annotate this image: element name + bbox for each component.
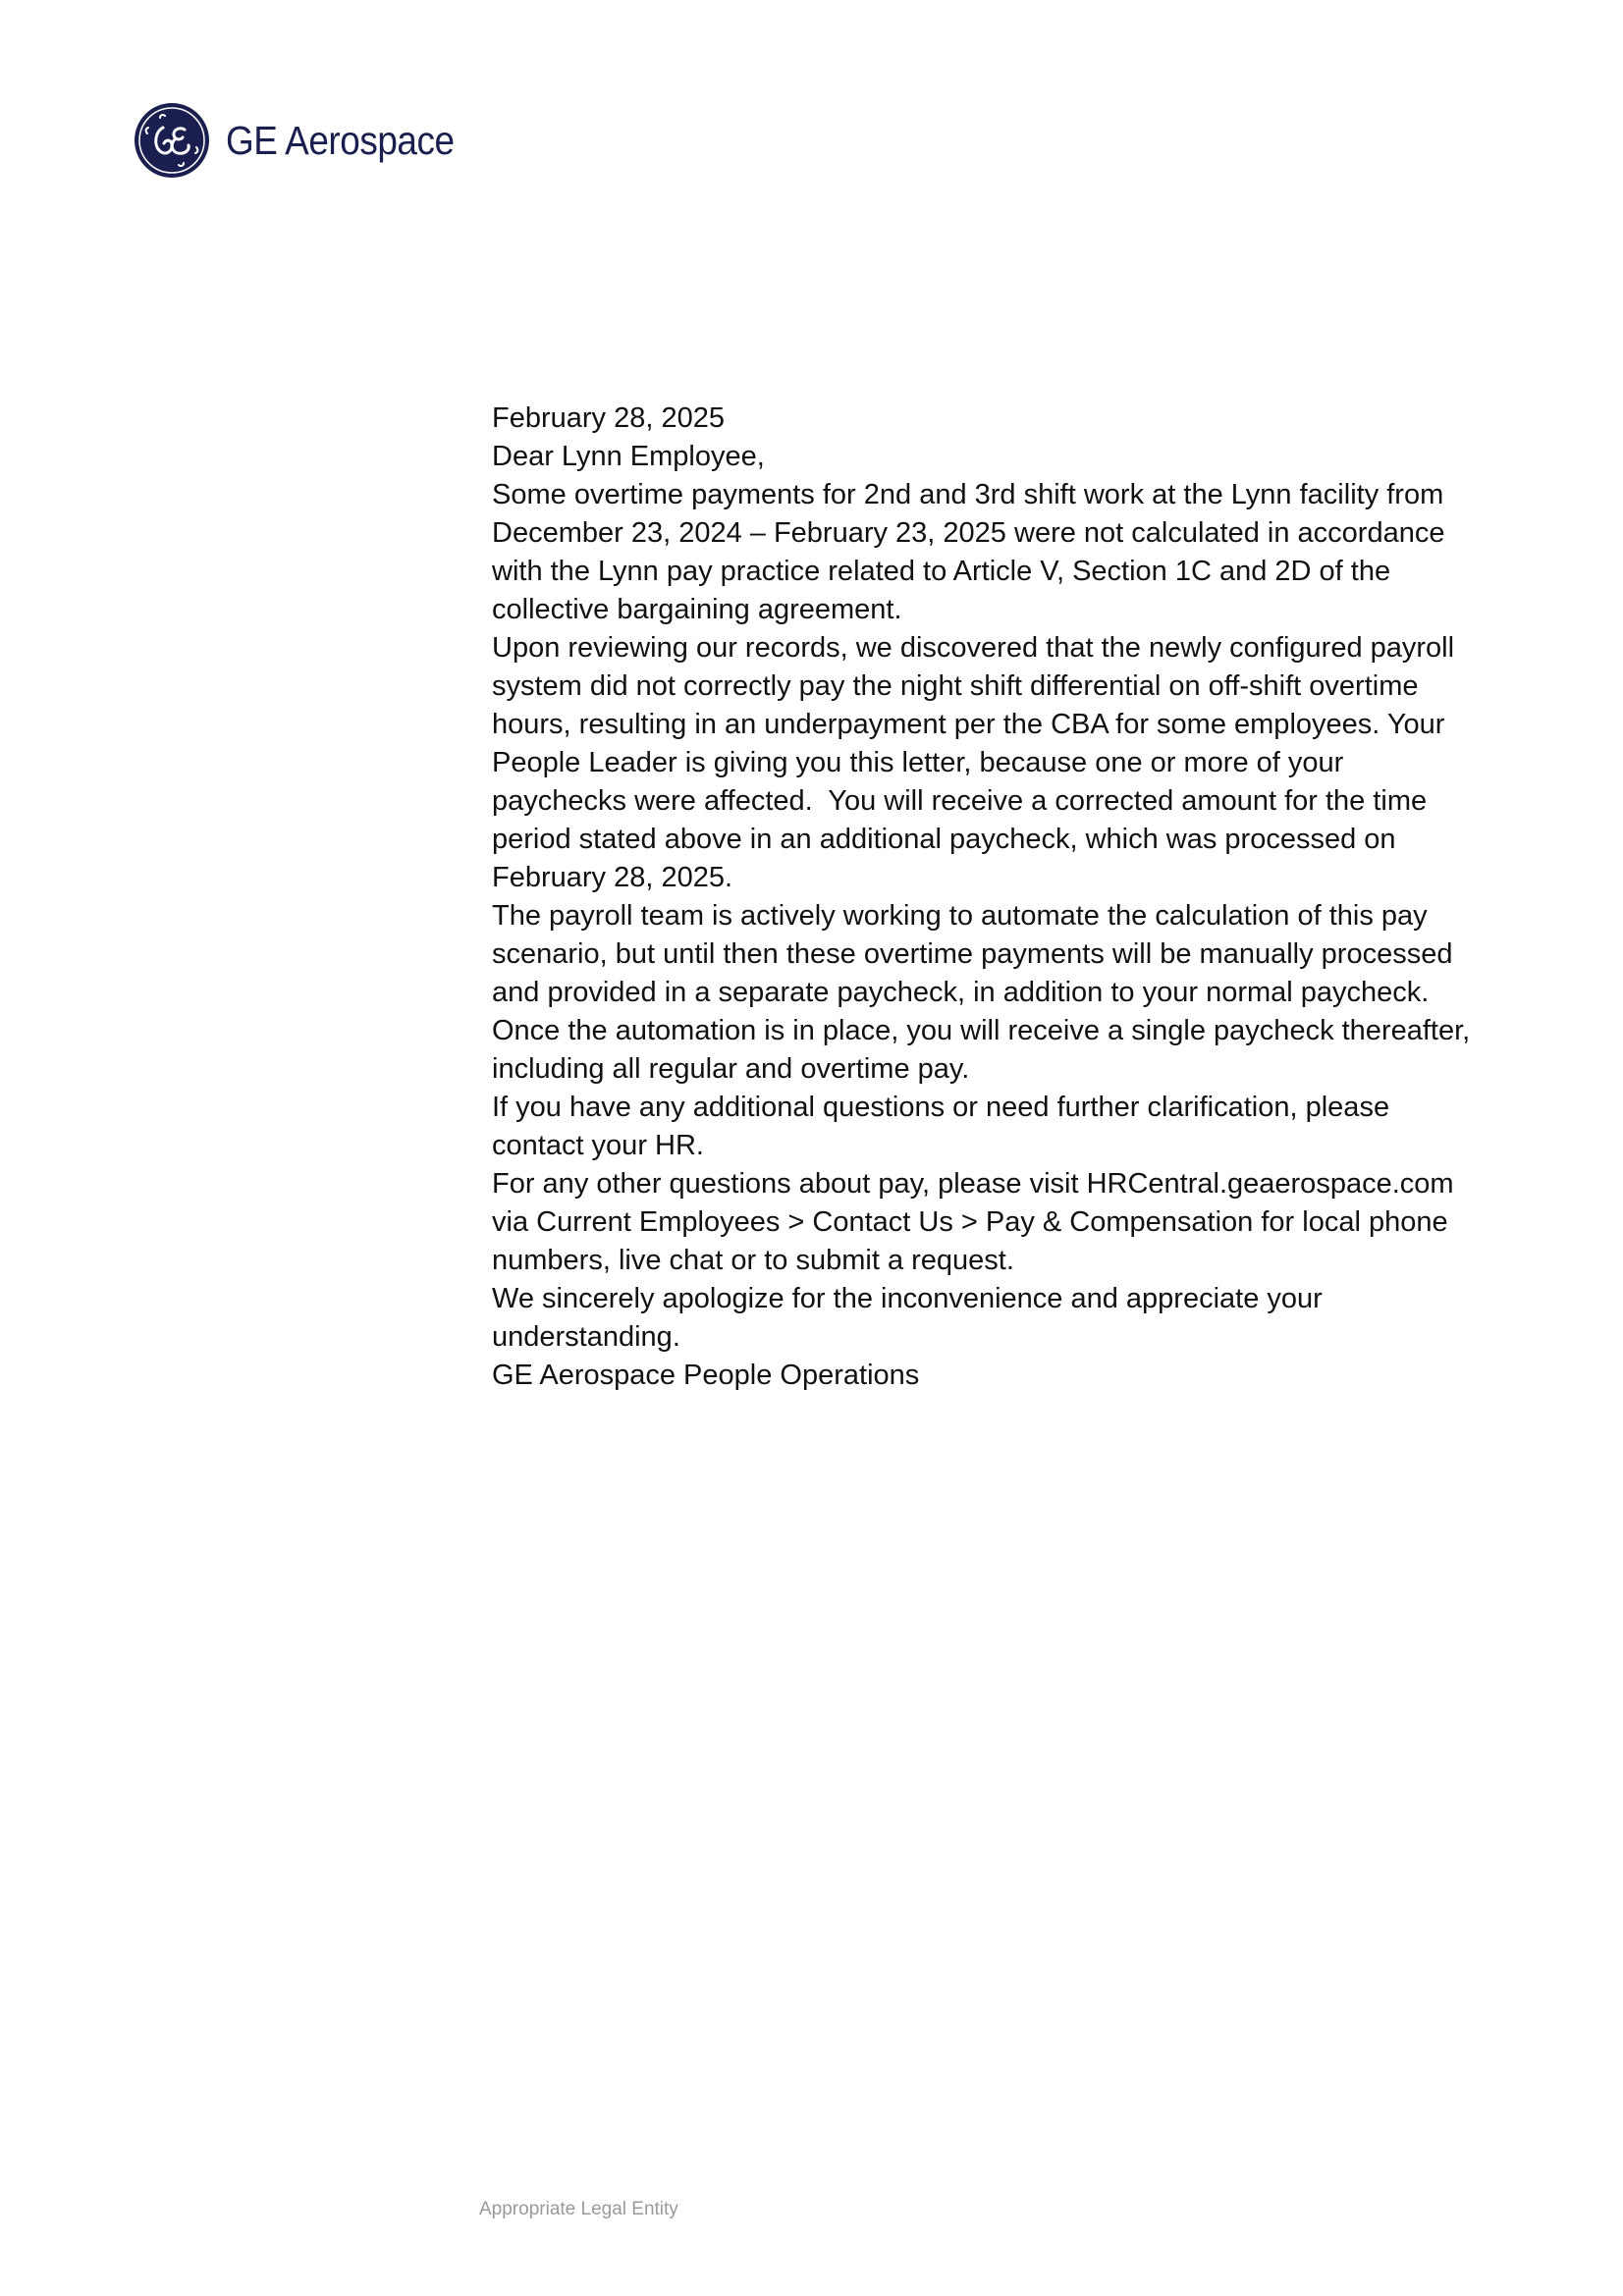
letter-paragraph: Upon reviewing our records, we discovered that the newly configured payroll system did not correctly pay the night shift differential on off-shift overtime hours, resulting in an underpayment per the CBA for some employees. Your People Leader is giving you this letter, because one or more of your paychecks were affected. You will receive a corrected amount for the time period stated above in an additional paycheck, which was processed on February 28, 2025. xyxy=(492,632,1455,893)
letter-date: February 28, 2025 xyxy=(492,402,725,434)
letter-signature: GE Aerospace People Operations xyxy=(492,1360,920,1391)
footer-legal-entity: Appropriate Legal Entity xyxy=(479,2199,678,2219)
letter-paragraph: If you have any additional questions or need further clarification, please contact your HR. xyxy=(492,1092,1390,1161)
brand-logo xyxy=(134,102,479,179)
letter-paragraph: The payroll team is actively working to automate the calculation of this pay scenario, but until then these overtime payments will be manually processed and provided in a separate paycheck, in addition to your normal paycheck. Once the automation is in place, you will receive a single paycheck thereafter, including all regular and overtime pay. xyxy=(492,900,1471,1085)
brand-name: GE Aerospace xyxy=(226,117,455,163)
ge-monogram-icon xyxy=(134,102,210,179)
letter-paragraph: Some overtime payments for 2nd and 3rd shift work at the Lynn facility from December 23, 2024 – February 23, 2025 were not calculated in accordance with the Lynn pay practice related to Article V, Section 1C and 2D of the collective bargaining agreement. xyxy=(492,479,1445,625)
letter-paragraph: We sincerely apologize for the inconvenience and appreciate your understanding. xyxy=(492,1283,1323,1353)
letter-salutation: Dear Lynn Employee, xyxy=(492,441,765,472)
letter-body xyxy=(492,400,1493,1395)
letter-paragraph: For any other questions about pay, please visit HRCentral.geaerospace.com via Current Employees > Contact Us > Pay & Compensation for local phone numbers, live chat or to submit a request. xyxy=(492,1168,1454,1276)
